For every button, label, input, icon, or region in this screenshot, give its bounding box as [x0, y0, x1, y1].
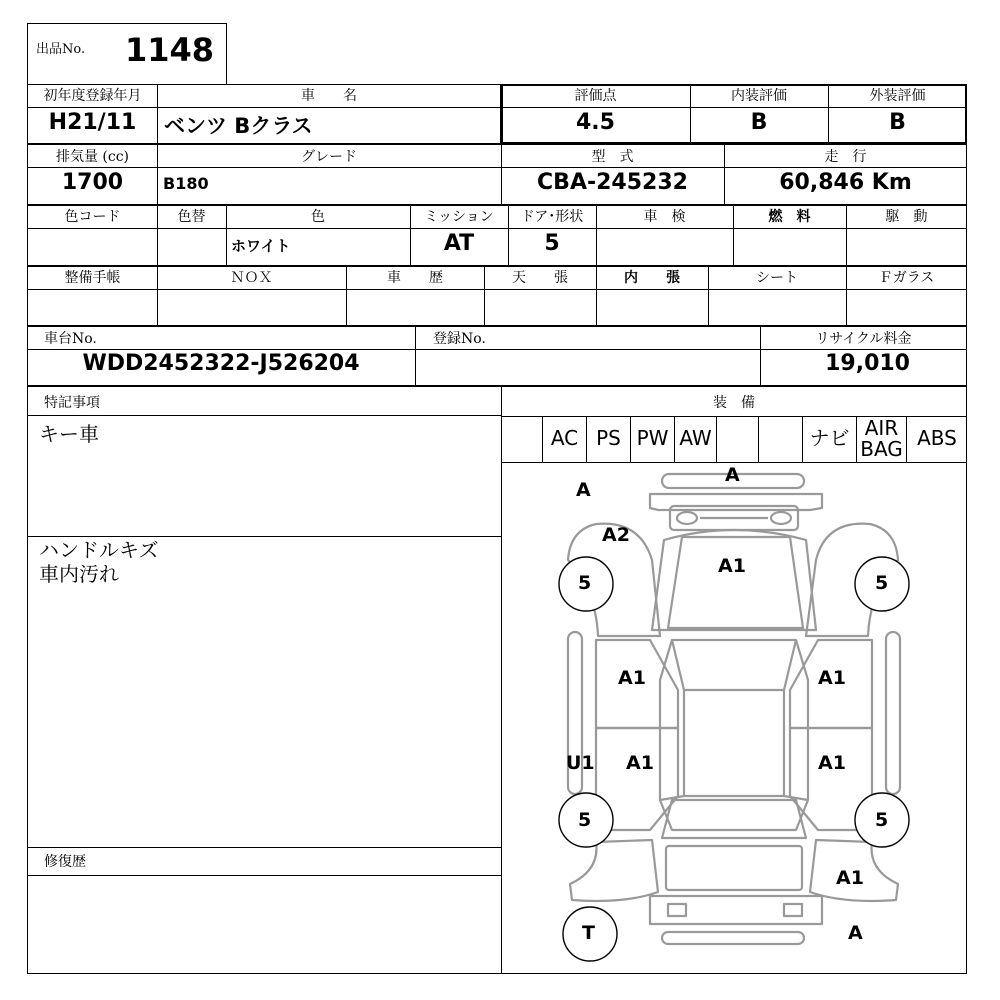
color-value: ホワイト	[231, 237, 291, 255]
score-label: 評価点	[574, 88, 617, 104]
nox-label: ＮＯＸ	[230, 270, 273, 286]
name-value: ベンツ Bクラス	[164, 114, 313, 138]
equip-navi: ナビ	[803, 416, 857, 462]
windshield	[668, 537, 803, 628]
notes-label-divider	[27, 415, 502, 416]
notes-text-1: キー車	[39, 422, 99, 446]
tire-fl-label: 5	[578, 572, 592, 594]
right-sill	[886, 632, 900, 794]
chassis-label: 車台No.	[44, 331, 97, 347]
row2-divider	[27, 167, 967, 168]
reg-label: 登録No.	[433, 331, 486, 347]
mark-rear-door-left: A1	[626, 752, 654, 774]
notes-text-2: ハンドルキズ 車内汚れ	[39, 538, 159, 586]
score-divider-h	[501, 107, 967, 108]
rear-bumper-strip	[662, 932, 804, 944]
seat-label: シート	[756, 270, 798, 286]
history-label: 車 歴	[387, 270, 443, 286]
score-value: 4.5	[576, 110, 615, 135]
roof	[660, 640, 808, 830]
displacement-label: 排気量 (cc)	[55, 149, 130, 165]
exterior-label: 外装評価	[869, 88, 926, 104]
row4-divider	[27, 289, 967, 290]
mileage-label: 走 行	[824, 149, 867, 165]
repair-label-divider	[27, 875, 502, 876]
tire-rl-label: 5	[578, 809, 592, 831]
doors-label: ドア･形状	[520, 209, 584, 225]
rear-window	[662, 800, 806, 838]
repaint-label: 色替	[177, 209, 206, 225]
interior-label: 内装評価	[731, 88, 787, 104]
row5-divider	[27, 349, 967, 350]
notes-mid-divider	[27, 536, 502, 537]
row5-v1	[415, 326, 416, 386]
equip-ps: PS	[587, 416, 631, 462]
tire-rr-label: 5	[875, 809, 889, 831]
mark-front-door-left: A1	[618, 667, 646, 689]
mark-front-bumper: A	[725, 464, 740, 486]
lot-label: 出品No.	[36, 42, 86, 57]
repair-label: 修復歴	[44, 854, 86, 870]
mark-hood: A2	[602, 524, 630, 546]
color-code-label: 色コード	[64, 209, 121, 225]
interior-value: B	[750, 110, 768, 135]
equip-airbag: AIR BAG	[857, 416, 907, 462]
notes-label: 特記事項	[44, 395, 100, 411]
doors-value: 5	[544, 231, 560, 256]
model-label: 型 式	[591, 149, 634, 165]
equip-aw: AW	[675, 416, 717, 462]
equip-ac: AC	[543, 416, 587, 462]
equip-cell-6	[759, 416, 803, 462]
mark-front-left: A	[576, 479, 591, 501]
transmission-value: AT	[443, 231, 475, 256]
mark-rear-bumper: A	[848, 922, 863, 944]
exterior-value: B	[889, 110, 906, 135]
chassis-value: WDD2452322-J526204	[82, 351, 360, 376]
equip-abs: ABS	[917, 426, 957, 450]
grade-value: B180	[163, 174, 209, 193]
trim-label: 内 張	[624, 270, 680, 286]
tire-spare-label: T	[582, 922, 595, 944]
mark-rear-door-right: A1	[818, 752, 846, 774]
transmission-label: ミッション	[424, 209, 494, 225]
mileage-value: 60,846 Km	[779, 170, 912, 195]
left-rear-quarter	[570, 840, 658, 901]
color-label: 色	[311, 209, 325, 225]
mark-rear-right: A1	[836, 867, 864, 889]
year-label: 初年度登録年月	[43, 88, 142, 104]
lot-number: 1148	[124, 31, 215, 69]
name-label: 車 名	[301, 88, 357, 104]
row3-divider	[27, 228, 967, 229]
repair-top-divider	[27, 847, 502, 848]
tailgate	[666, 846, 802, 890]
inspection-label: 車 検	[643, 209, 686, 225]
model-value: CBA-245232	[537, 170, 688, 195]
equip-cell-0	[501, 416, 543, 462]
year-value: H21/11	[48, 110, 137, 135]
roof-panel	[684, 690, 784, 796]
roof-label: 天 張	[512, 270, 568, 286]
row1-divider	[27, 107, 501, 108]
displacement-value: 1700	[61, 170, 124, 195]
recycle-value: 19,010	[825, 351, 910, 376]
mark-front-door-right: A1	[818, 667, 846, 689]
grade-label: グレード	[301, 149, 357, 165]
glass-label: Ｆガラス	[878, 270, 935, 286]
equip-pw: PW	[631, 416, 675, 462]
rear-bumper	[650, 896, 822, 924]
car-diagram	[502, 463, 966, 973]
tire-fr-label: 5	[875, 572, 889, 594]
mark-rear-door-left-u1: U1	[566, 752, 595, 774]
equipment-label: 装 備	[713, 395, 755, 411]
fuel-label: 燃 料	[768, 209, 811, 225]
notes-frame	[27, 386, 502, 974]
service-label: 整備手帳	[64, 270, 121, 286]
drive-label: 駆 動	[885, 209, 928, 225]
equip-cell-5	[717, 416, 759, 462]
recycle-label: リサイクル料金	[815, 331, 912, 347]
mark-windshield: A1	[718, 555, 746, 577]
